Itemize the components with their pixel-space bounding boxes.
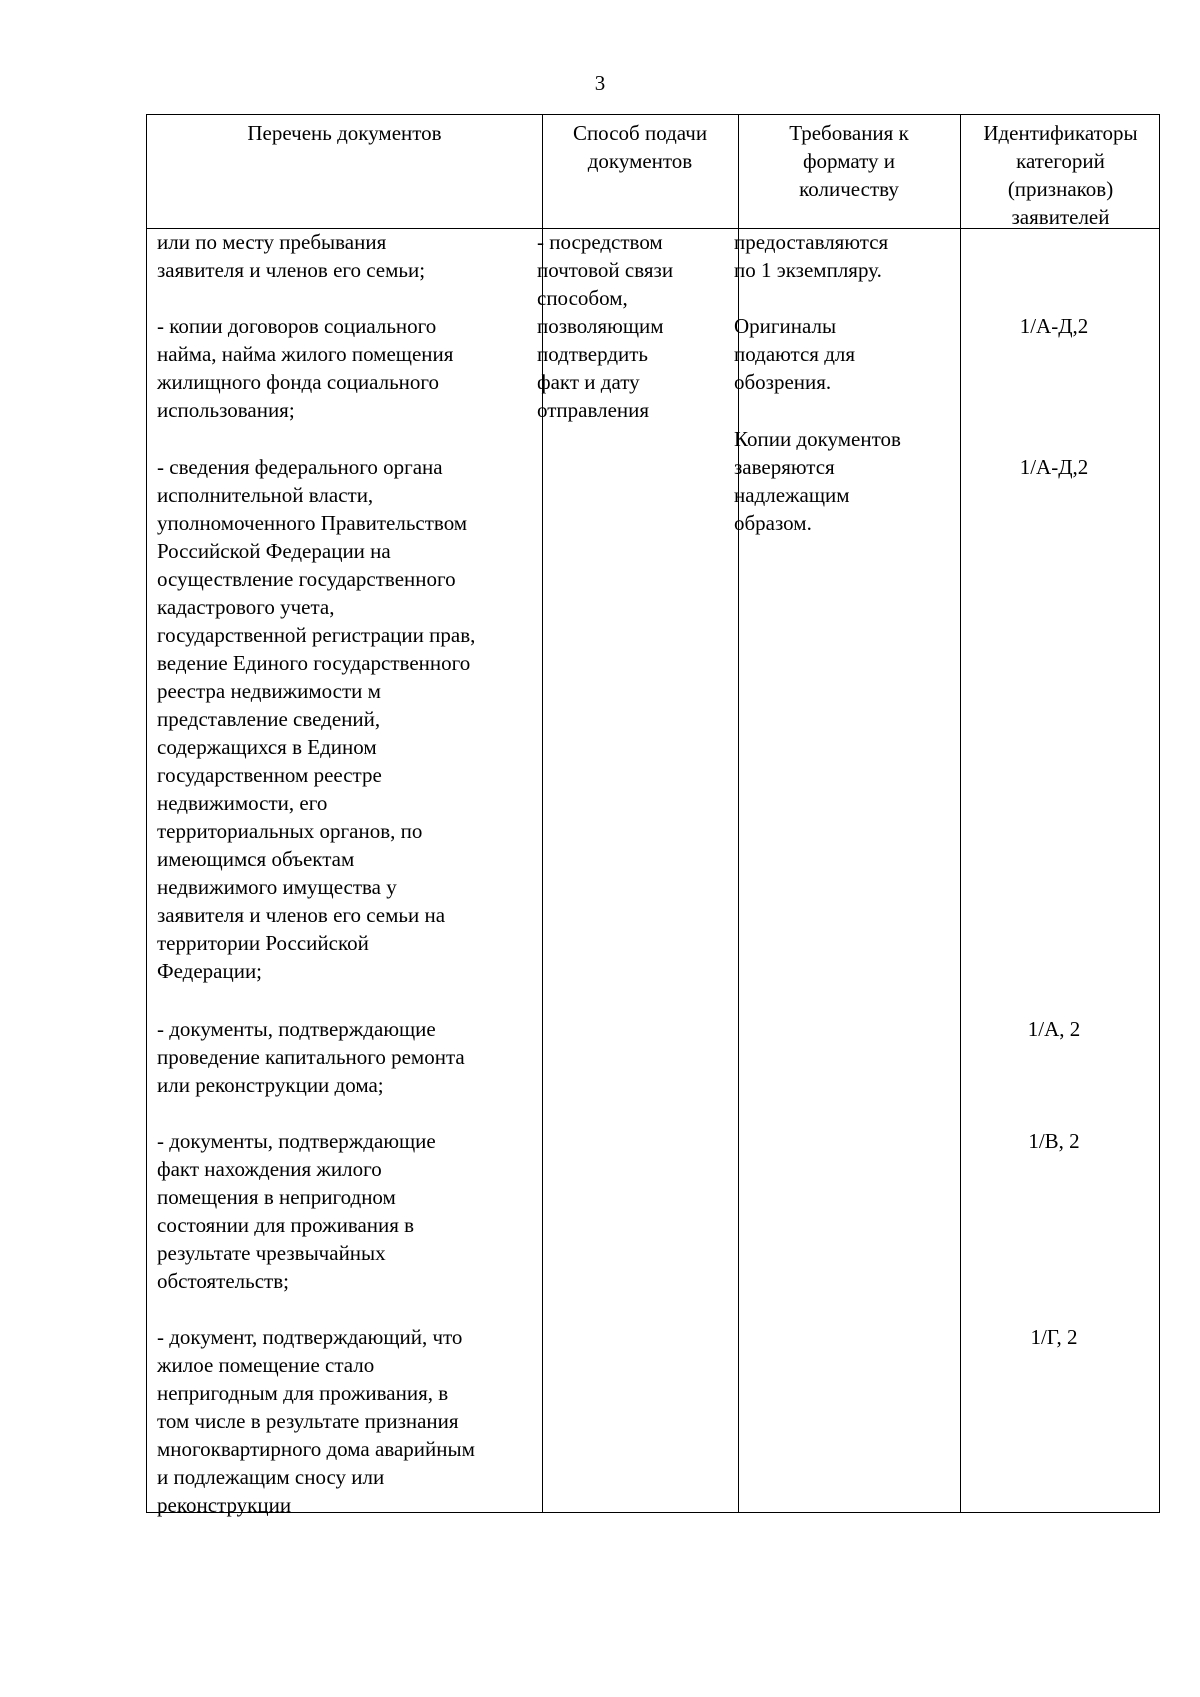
document-item: - документы, подтверждающие проведение капитального ремонта или реконструкции дома;: [157, 1017, 465, 1097]
header-submission-method: Способ подачи документов: [572, 121, 708, 173]
requirement-text: предоставляются по 1 экземпляру.: [734, 230, 889, 282]
identifier-code: 1/А-Д,2: [1019, 455, 1089, 479]
requirement-text: Копии документов заверяются надлежащим образом.: [734, 427, 901, 535]
header-documents-list: Перечень документов: [247, 121, 442, 145]
document-item: - сведения федерального органа исполнительной власти, уполномоченного Правительством Российской Федерации на осуществление государственного кадастрового учета, государственной регистрации прав, ведение Единого государственного реестра недвижимости м представление сведений, содержащихся в Едином государственном реестре недвижимости, его территориальных органов, по имеющимся объектам недвижимого имущества у заявителя и членов его семьи на территории Российской Федерации;: [157, 455, 476, 983]
header-applicant-identifiers: Идентификаторы категорий (признаков) заявителей: [983, 121, 1138, 229]
document-item: - документ, подтверждающий, что жилое помещение стало непригодным для проживания, в том числе в результате признания многоквартирного дома аварийным и подлежащим сносу или реконструкции: [157, 1325, 475, 1517]
documents-table: [146, 114, 1160, 1517]
identifier-code: 1/А-Д,2: [1019, 314, 1089, 338]
page-number: 3: [594, 71, 606, 95]
document-item: или по месту пребывания заявителя и членов его семьи;: [157, 230, 426, 282]
document-item: - документы, подтверждающие факт нахождения жилого помещения в непригодном состоянии для проживания в результате чрезвычайных обстоятельств;: [157, 1129, 436, 1293]
header-format-requirements: Требования к формату и количеству: [789, 121, 909, 201]
requirement-text: Оригиналы подаются для обозрения.: [734, 314, 856, 394]
document-item: - копии договоров социального найма, найма жилого помещения жилищного фонда социального использования;: [157, 314, 454, 422]
identifier-code: 1/Г, 2: [1030, 1325, 1078, 1349]
submission-method-text: - посредством почтовой связи способом, позволяющим подтвердить факт и дату отправления: [537, 230, 674, 422]
identifier-code: 1/А, 2: [1027, 1017, 1081, 1041]
identifier-code: 1/В, 2: [1028, 1129, 1080, 1153]
